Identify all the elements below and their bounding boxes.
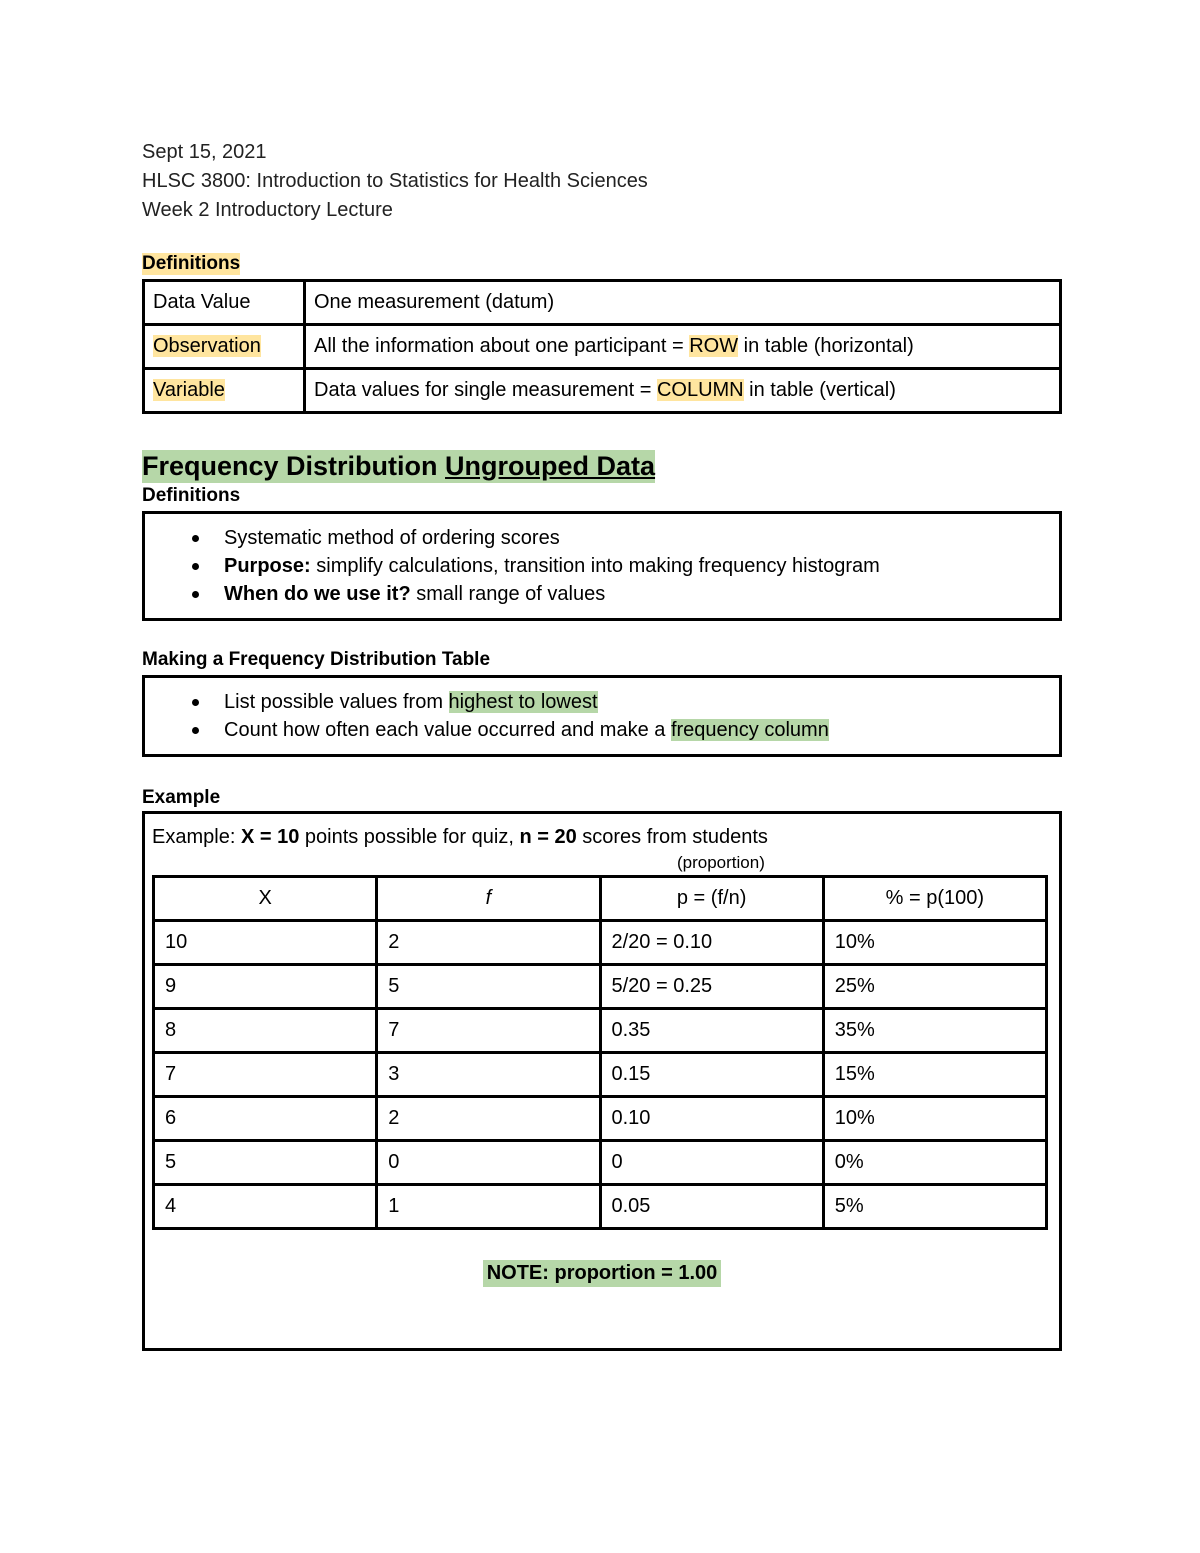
table-header-row	[154, 877, 1047, 921]
table-row	[154, 1097, 1047, 1141]
table-row	[154, 1053, 1047, 1097]
list-item	[145, 716, 1059, 744]
intro-text: points possible for quiz,	[299, 826, 520, 848]
cell-f: 1	[377, 1185, 600, 1229]
freq-title-underlined: Ungrouped Data	[445, 451, 656, 481]
definition-cell	[305, 281, 1061, 325]
definitions-heading: Definitions	[142, 253, 241, 274]
definition-text: in table (horizontal)	[738, 335, 914, 357]
example-box	[142, 811, 1062, 1351]
cell-p: 0.35	[600, 1009, 823, 1053]
highlight-column: COLUMN	[656, 379, 744, 401]
bullet-text: Count how often each value occurred and make a	[224, 719, 671, 741]
proportion-label: (proportion)	[677, 853, 765, 872]
cell-percent: 15%	[823, 1053, 1046, 1097]
cell-f: 5	[377, 965, 600, 1009]
bullet-bold: When do we use it?	[224, 583, 411, 605]
list-item	[145, 552, 1059, 580]
term-cell	[144, 369, 305, 413]
table-row	[154, 1009, 1047, 1053]
bullet-icon	[192, 591, 199, 598]
intro-bold-x: X = 10	[240, 826, 300, 848]
freq-definitions-heading: Definitions	[142, 485, 241, 506]
header-p: p = (f/n)	[600, 877, 823, 921]
header-f: f	[377, 877, 600, 921]
bullet-text: List possible values from	[224, 691, 449, 713]
definition-text: in table (vertical)	[743, 379, 896, 401]
cell-percent: 0%	[823, 1141, 1046, 1185]
proportion-note: NOTE: proportion = 1.00	[483, 1260, 722, 1287]
bullet-icon	[192, 699, 199, 706]
table-row	[144, 369, 1061, 413]
cell-x: 5	[154, 1141, 377, 1185]
term-observation: Observation	[153, 335, 261, 357]
intro-text: Example:	[152, 826, 241, 848]
definition-text: All the information about one participant =	[314, 335, 690, 357]
definition-cell	[305, 325, 1061, 369]
cell-p: 0.15	[600, 1053, 823, 1097]
table-row	[144, 281, 1061, 325]
bullet-bold: Purpose:	[224, 555, 311, 577]
highlight-row: ROW	[689, 335, 739, 357]
table-row	[154, 921, 1047, 965]
freq-definitions-box	[142, 511, 1062, 621]
cell-x: 10	[154, 921, 377, 965]
term-variable: Variable	[153, 379, 225, 401]
cell-p: 0.10	[600, 1097, 823, 1141]
table-row	[154, 965, 1047, 1009]
table-row	[144, 325, 1061, 369]
doc-course: HLSC 3800: Introduction to Statistics for Health Sciences	[142, 170, 648, 192]
doc-lecture: Week 2 Introductory Lecture	[142, 199, 393, 221]
freq-dist-title	[142, 450, 655, 483]
making-box	[142, 675, 1062, 757]
highlight-highest-to-lowest: highest to lowest	[448, 691, 598, 713]
bullet-icon	[192, 563, 199, 570]
bullet-text: small range of values	[410, 583, 606, 605]
cell-percent: 35%	[823, 1009, 1046, 1053]
bullet-icon	[192, 727, 199, 734]
example-heading: Example	[142, 787, 221, 808]
cell-x: 6	[154, 1097, 377, 1141]
example-intro	[152, 826, 1059, 849]
table-row	[154, 1185, 1047, 1229]
frequency-table	[152, 875, 1048, 1230]
cell-p: 5/20 = 0.25	[600, 965, 823, 1009]
cell-percent: 10%	[823, 1097, 1046, 1141]
definition-cell	[305, 369, 1061, 413]
intro-bold-n: n = 20	[519, 826, 577, 848]
cell-p: 0	[600, 1141, 823, 1185]
bullet-text: simplify calculations, transition into making frequency histogram	[310, 555, 880, 577]
list-item	[145, 580, 1059, 608]
doc-date: Sept 15, 2021	[142, 141, 267, 163]
term-data-value: Data Value	[153, 291, 251, 313]
list-item	[145, 688, 1059, 716]
cell-f: 7	[377, 1009, 600, 1053]
cell-f: 2	[377, 921, 600, 965]
intro-text: scores from students	[576, 826, 768, 848]
cell-p: 2/20 = 0.10	[600, 921, 823, 965]
cell-percent: 25%	[823, 965, 1046, 1009]
definition-text: Data values for single measurement =	[314, 379, 657, 401]
bullet-icon	[192, 535, 199, 542]
cell-p: 0.05	[600, 1185, 823, 1229]
cell-percent: 10%	[823, 921, 1046, 965]
term-cell	[144, 281, 305, 325]
cell-f: 0	[377, 1141, 600, 1185]
cell-x: 8	[154, 1009, 377, 1053]
list-item	[145, 524, 1059, 552]
term-cell	[144, 325, 305, 369]
header-x: X	[154, 877, 377, 921]
cell-x: 4	[154, 1185, 377, 1229]
cell-f: 3	[377, 1053, 600, 1097]
cell-f: 2	[377, 1097, 600, 1141]
bullet-text: Systematic method of ordering scores	[224, 527, 560, 549]
definitions-table	[142, 279, 1062, 414]
definition-text: One measurement (datum)	[314, 291, 555, 313]
table-row	[154, 1141, 1047, 1185]
making-heading: Making a Frequency Distribution Table	[142, 649, 491, 670]
header-percent: % = p(100)	[823, 877, 1046, 921]
cell-x: 9	[154, 965, 377, 1009]
freq-title-part: Frequency Distribution	[142, 451, 446, 481]
document-page	[142, 138, 1062, 1351]
cell-x: 7	[154, 1053, 377, 1097]
cell-percent: 5%	[823, 1185, 1046, 1229]
highlight-frequency-column: frequency column	[670, 719, 829, 741]
